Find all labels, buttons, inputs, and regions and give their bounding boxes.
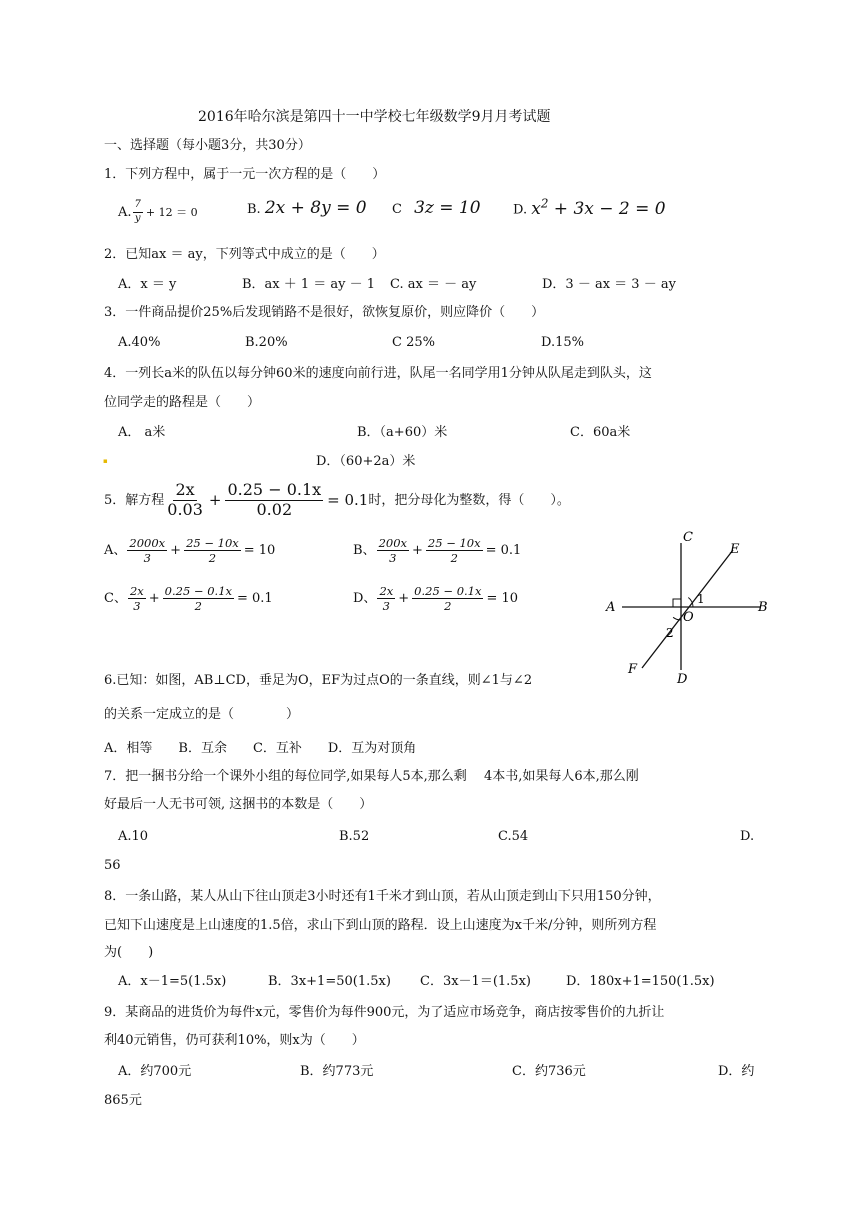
question-2-stem: 2．已知ax ＝ ay，下列等式中成立的是（ ）: [104, 247, 385, 262]
option-b-expression: 2x + 8y = 0: [264, 198, 367, 218]
question-5-stem: 5．解方程 $\frac{2x}{0.03}$ + $\frac{0.25 - 0.1x}{0.02}$ = 0.1 时，把分母化为整数，得（ ）。: [104, 480, 570, 519]
label-c: C: [683, 530, 693, 545]
question-3-option-a: A.40%: [118, 335, 161, 350]
question-1-stem: 1．下列方程中，属于一元一次方程的是（ ）: [104, 167, 386, 182]
option-c-expression: 3z = 10: [414, 198, 481, 218]
question-2-option-c: C. ax ＝ － ay: [390, 277, 477, 292]
question-6-stem-line2: 的关系一定成立的是（ ）: [104, 707, 300, 722]
label-a: A: [606, 600, 616, 615]
question-8-stem-line2: 已知下山速度是上山速度的1.5倍，求山下到山顶的路程．设上山速度为x千米/分钟，则所列方程: [104, 918, 657, 933]
q5-fraction-2: $\frac{0.25 - 0.1x}{0.02}$: [227, 480, 322, 519]
question-8-option-b: B．3x+1=50(1.5x): [268, 974, 391, 989]
label-angle-1: 1: [697, 592, 705, 606]
question-7-option-c: C.54: [498, 829, 529, 844]
question-2-option-b: B．ax ＋ 1 ＝ ay － 1: [242, 277, 376, 292]
option-c-label: C: [392, 202, 402, 217]
option-a-rest: + 12 ＝ 0: [145, 205, 198, 219]
option-a-fraction: [133, 200, 143, 224]
question-8-stem-line1: 8．一条山路，某人从山下往山顶走3小时还有1千米才到山顶，若从山顶走到山下只用150分钟，: [104, 889, 661, 904]
question-4-option-c: C．60a米: [570, 425, 631, 440]
question-5-option-c: C、 $\frac{2x}{3}$ + $\frac{0.25 - 0.1x}{2}$ = 0.1: [104, 584, 273, 614]
question-4-option-a: A． a米: [118, 425, 166, 440]
question-8-stem-line3: 为( ): [104, 945, 154, 960]
geometry-figure: [600, 525, 790, 690]
question-3-option-b: B.20%: [245, 335, 288, 350]
question-4-stem-line2: 位同学走的路程是（ ）: [104, 395, 261, 410]
question-3-option-c: C 25%: [392, 335, 435, 350]
option-a-label: A.: [118, 204, 132, 220]
question-6-stem-line1: 6.已知：如图，AB⊥CD，垂足为O，EF为过点O的一条直线，则∠1与∠2: [104, 673, 533, 688]
question-4-option-b: B．（a+60）米: [357, 425, 448, 440]
label-b: B: [758, 600, 768, 615]
question-7-stem-line2: 好最后一人无书可领, 这捆书的本数是（ ）: [104, 797, 373, 812]
question-2-option-d: D．3 － ax ＝ 3 － ay: [542, 277, 676, 292]
question-9-option-d-continued: 865元: [104, 1093, 142, 1108]
question-3-stem: 3．一件商品提价25%后发现销路不是很好，欲恢复原价，则应降价（ ）: [104, 305, 545, 320]
option-d-label: D.: [513, 202, 528, 218]
question-9-stem-line2: 利40元销售，仍可获利10%，则x为（ ）: [104, 1033, 365, 1048]
label-f: F: [628, 662, 638, 677]
label-angle-2: 2: [666, 626, 674, 640]
question-8-option-a: A．x－1=5(1.5x): [118, 974, 227, 989]
question-9-option-a: A．约700元: [118, 1064, 192, 1079]
question-4-stem-line1: 4．一列长a米的队伍以每分钟60米的速度向前行进，队尾一名同学用1分钟从队尾走到队头，这: [104, 366, 652, 381]
fraction-denominator: y: [134, 212, 141, 224]
question-1-option-b: [247, 200, 367, 217]
question-1-option-c: [392, 200, 481, 217]
question-9-option-c: C．约736元: [512, 1064, 586, 1079]
question-7-option-d: D.: [740, 829, 755, 844]
question-4-option-d: D．（60+2a）米: [316, 454, 416, 469]
question-7-option-a: A.10: [118, 829, 149, 844]
label-o: O: [683, 610, 694, 625]
question-7-option-b: B.52: [339, 829, 370, 844]
question-7-stem-line1: 7．把一捆书分给一个课外小组的每位同学,如果每人5本,那么剩 4本书,如果每人6本,那么刚: [104, 769, 639, 784]
question-8-option-d: D．180x+1=150(1.5x): [566, 974, 715, 989]
question-5-option-d: D、 $\frac{2x}{3}$ + $\frac{0.25 - 0.1x}{2}$ = 10: [353, 584, 519, 614]
q5-suffix: 时，把分母化为整数，得（ ）。: [368, 492, 570, 508]
option-d-expression: $x^2 + 3x - 2 = 0$: [531, 196, 666, 219]
question-5-option-a: A、 $\frac{2000x}{3}$ + $\frac{25 - 10x}{2}$ = 10: [104, 536, 276, 566]
question-5-option-b: B、 $\frac{200x}{3}$ + $\frac{25 - 10x}{2}$ = 0.1: [353, 536, 522, 566]
question-9-option-b: B．约773元: [300, 1064, 374, 1079]
fraction-numerator: 7: [133, 200, 143, 213]
option-b-label: B.: [247, 202, 261, 217]
question-6-options: A．相等 B．互余 C．互补 D．互为对顶角: [104, 741, 417, 756]
label-d: D: [677, 672, 688, 687]
q5-rhs: = 0.1: [327, 490, 369, 509]
question-1-option-a: [118, 200, 198, 224]
q5-prefix: 5．解方程: [104, 492, 165, 508]
question-7-option-d-continued: 56: [104, 858, 121, 873]
question-1-option-d: [513, 198, 666, 218]
question-3-option-d: D.15%: [541, 335, 584, 350]
question-2-option-a: A．x ＝ y: [118, 277, 177, 292]
page-title: 2016年哈尔滨是第四十一中学校七年级数学9月月考试题: [198, 109, 551, 125]
line-ef: [642, 550, 733, 668]
label-e: E: [730, 542, 740, 557]
q5-fraction-1: $\frac{2x}{0.03}$: [167, 480, 203, 519]
question-9-stem-line1: 9．某商品的进货价为每件x元，零售价为每件900元，为了适应市场竞争，商店按零售价的九折让: [104, 1005, 665, 1020]
question-8-option-c: C．3x－1＝(1.5x): [420, 974, 531, 989]
question-9-option-d: D．约: [718, 1064, 755, 1079]
margin-mark: ▪: [103, 457, 108, 465]
section-heading: 一、选择题（每小题3分，共30分）: [104, 138, 311, 153]
right-angle-mark: [673, 599, 681, 607]
